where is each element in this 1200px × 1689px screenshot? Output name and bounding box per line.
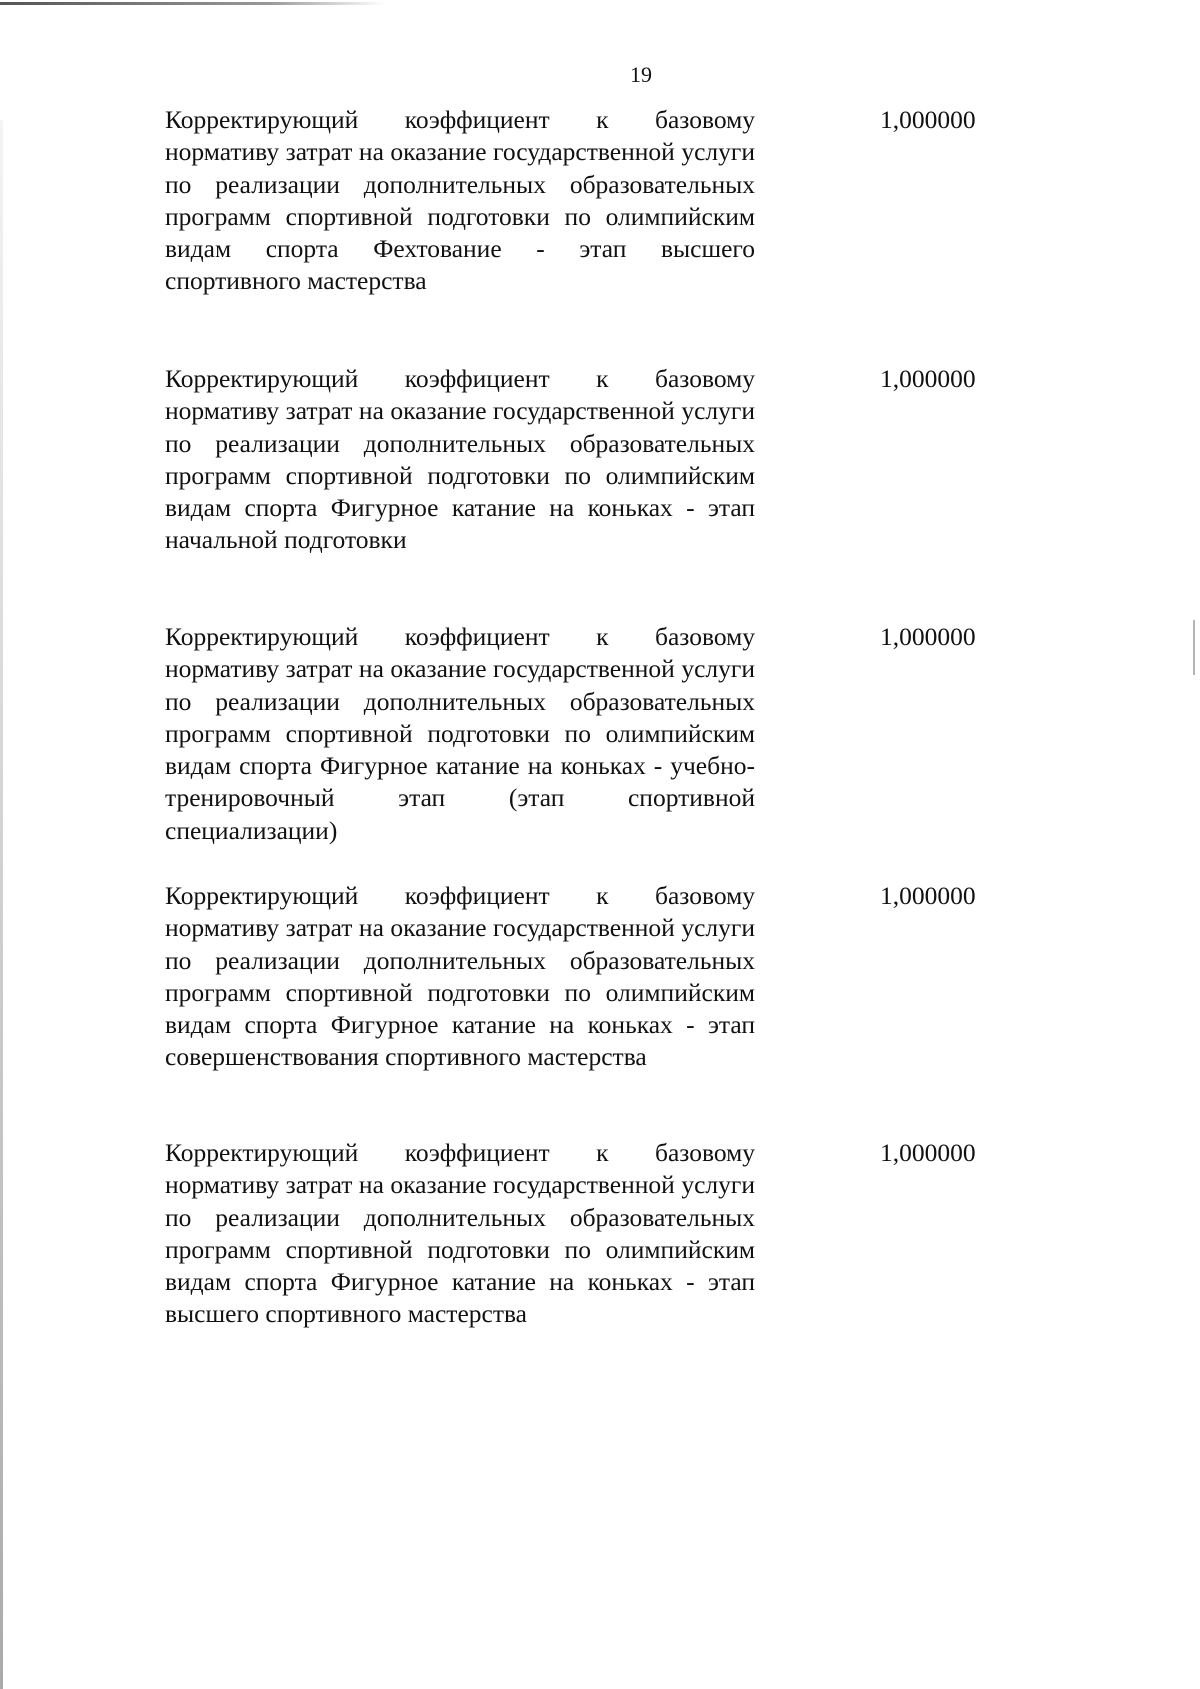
coefficient-value: 1,000000 bbox=[880, 622, 976, 651]
coefficient-description: Корректирующий коэффициент к базовому нормативу затрат на оказание государственной услуги по реализации дополнительных образовательных программ спортивной подготовки по олимпийским видам спорта Фехтование - этап высшего спортивного мастерства bbox=[165, 105, 755, 296]
coefficient-value: 1,000000 bbox=[880, 364, 976, 393]
scan-top-line bbox=[0, 2, 385, 5]
coefficient-description: Корректирующий коэффициент к базовому нормативу затрат на оказание государственной услуги по реализации дополнительных образовательных программ спортивной подготовки по олимпийским видам спорта Фигурное катание на коньках - этап высшего спортивного мастерства bbox=[165, 1138, 755, 1329]
coefficient-description: Корректирующий коэффициент к базовому нормативу затрат на оказание государственной услуги по реализации дополнительных образовательных программ спортивной подготовки по олимпийским видам спорта Фигурное катание на коньках - этап начальной подготовки bbox=[165, 364, 755, 555]
coefficient-description: Корректирующий коэффициент к базовому нормативу затрат на оказание государственной услуги по реализации дополнительных образовательных программ спортивной подготовки по олимпийским видам спорта Фигурное катание на коньках - учебно-тренировочный этап (этап спортивной специализации) bbox=[165, 622, 755, 845]
scan-left-edge bbox=[0, 120, 3, 1689]
coefficient-value: 1,000000 bbox=[880, 1138, 976, 1167]
coefficient-value: 1,000000 bbox=[880, 105, 976, 134]
page-number: 19 bbox=[630, 62, 652, 87]
coefficient-value: 1,000000 bbox=[880, 881, 976, 910]
scan-right-mark bbox=[1193, 620, 1195, 675]
coefficient-description: Корректирующий коэффициент к базовому нормативу затрат на оказание государственной услуги по реализации дополнительных образовательных программ спортивной подготовки по олимпийским видам спорта Фигурное катание на коньках - этап совершенствования спортивного мастерства bbox=[165, 881, 755, 1072]
